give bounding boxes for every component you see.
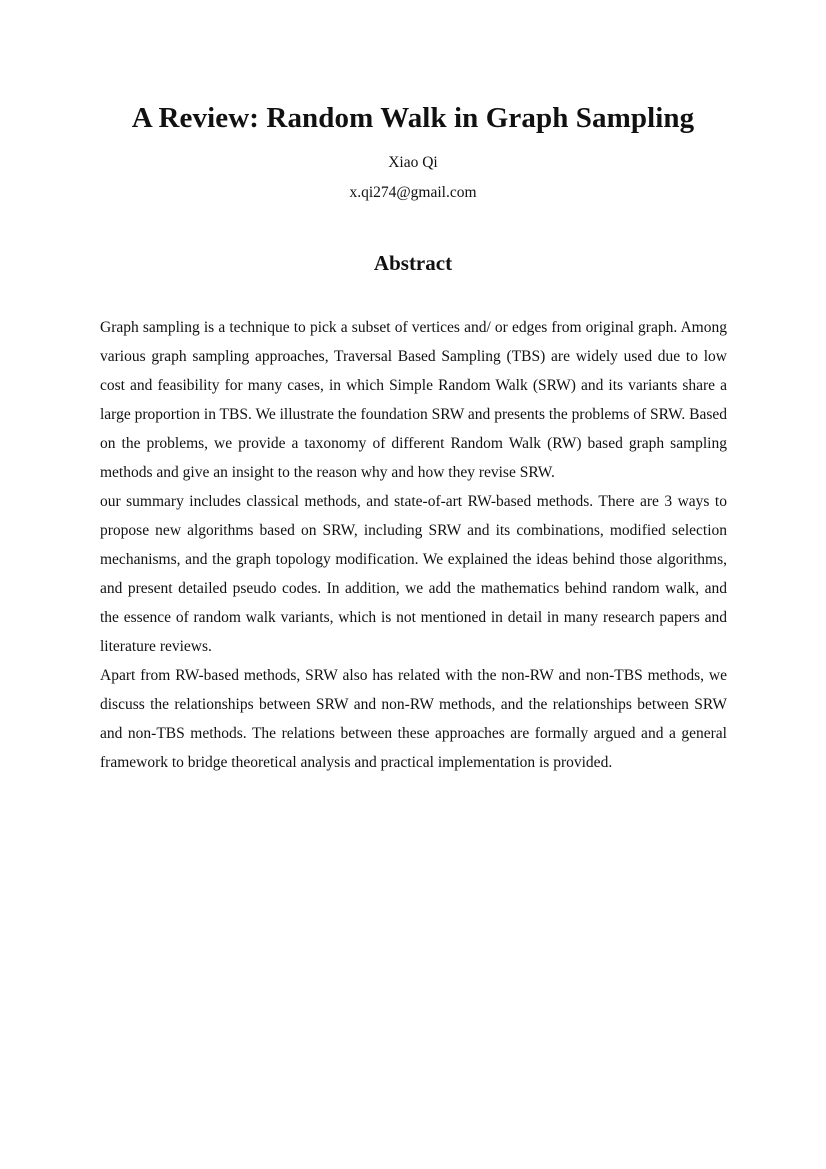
abstract-paragraph-1: Graph sampling is a technique to pick a subset of vertices and/ or edges from original graph. Among various graph sampling approaches, Traversal Based Sampling (TBS) are widely used due to low cost and feasibility for many cases, in which Simple Random Walk (SRW) and its variants share a large proportion in TBS. We illustrate the foundation SRW and presents the problems of SRW. Based on the problems, we provide a taxonomy of different Random Walk (RW) based graph sampling methods and give an insight to the reason why and how they revise SRW.	[100, 319, 727, 481]
paper-title: A Review: Random Walk in Graph Sampling	[131, 102, 695, 134]
author-email: x.qi274@gmail.com	[349, 184, 477, 201]
abstract-paragraph-3: Apart from RW-based methods, SRW also has related with the non-RW and non-TBS methods, we discuss the relationships between SRW and non-RW methods, and the relationships between SRW and non-TBS methods. The relations between these approaches are formally argued and a general framework to bridge theoretical analysis and practical implementation is provided.	[100, 667, 727, 771]
abstract-paragraph-2: our summary includes classical methods, and state-of-art RW-based methods. There are 3 ways to propose new algorithms based on SRW, including SRW and its combinations, modified selection mechanisms, and the graph topology modification. We explained the ideas behind those algorithms, and present detailed pseudo codes. In addition, we add the mathematics behind random walk, and the essence of random walk variants, which is not mentioned in detail in many research papers and literature reviews.	[100, 493, 727, 655]
author-name: Xiao Qi	[388, 154, 438, 171]
abstract-body	[100, 313, 727, 777]
abstract-heading: Abstract	[373, 251, 453, 275]
